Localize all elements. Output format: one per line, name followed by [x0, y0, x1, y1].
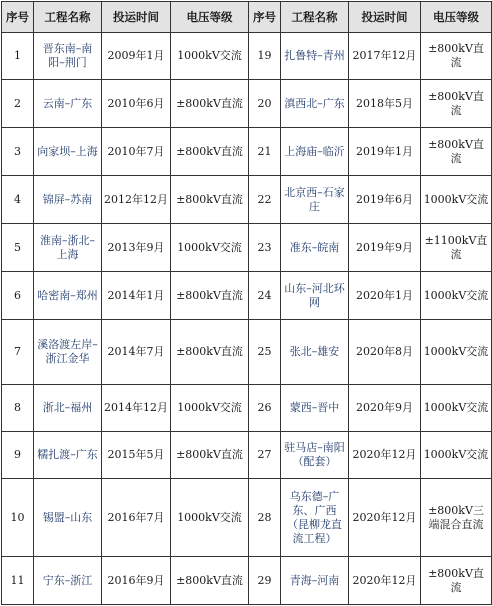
cell-voltage-level: ±800kV直流 [171, 80, 249, 128]
cell-project-name: 浙北–福州 [34, 385, 102, 432]
table-row [2, 272, 492, 320]
cell-commission-date: 2016年7月 [102, 479, 171, 557]
header-voltage-level: 电压等级 [171, 2, 249, 33]
cell-project-name: 哈密南–郑州 [34, 272, 102, 320]
cell-project-name: 扎鲁特–青州 [281, 33, 349, 80]
cell-index: 10 [2, 479, 34, 557]
cell-commission-date: 2015年5月 [102, 432, 171, 479]
cell-project-name: 准东–皖南 [281, 224, 349, 272]
cell-voltage-level: 1000kV交流 [171, 33, 249, 80]
cell-voltage-level: 1000kV交流 [421, 385, 492, 432]
cell-voltage-level: ±800kV直流 [421, 33, 492, 80]
cell-commission-date: 2020年12月 [349, 432, 421, 479]
header-index: 序号 [249, 2, 281, 33]
header-voltage-level: 电压等级 [421, 2, 492, 33]
table-row [2, 479, 492, 557]
cell-index: 21 [249, 128, 281, 176]
cell-commission-date: 2010年6月 [102, 80, 171, 128]
cell-index: 26 [249, 385, 281, 432]
cell-index: 11 [2, 557, 34, 605]
table-row [2, 432, 492, 479]
cell-project-name: 张北–雄安 [281, 320, 349, 385]
cell-commission-date: 2014年12月 [102, 385, 171, 432]
cell-index: 8 [2, 385, 34, 432]
cell-index: 23 [249, 224, 281, 272]
cell-voltage-level: 1000kV交流 [421, 272, 492, 320]
header-project-name: 工程名称 [281, 2, 349, 33]
cell-commission-date: 2014年7月 [102, 320, 171, 385]
cell-commission-date: 2020年9月 [349, 385, 421, 432]
cell-project-name: 驻马店–南阳（配套） [281, 432, 349, 479]
cell-project-name: 向家坝–上海 [34, 128, 102, 176]
cell-index: 27 [249, 432, 281, 479]
table-body [2, 33, 492, 605]
cell-project-name: 锦屏–苏南 [34, 176, 102, 224]
cell-voltage-level: 1000kV交流 [171, 479, 249, 557]
cell-index: 1 [2, 33, 34, 80]
cell-voltage-level: ±800kV直流 [171, 432, 249, 479]
cell-commission-date: 2020年1月 [349, 272, 421, 320]
cell-index: 5 [2, 224, 34, 272]
cell-project-name: 乌东德–广东、广西（昆柳龙直流工程） [281, 479, 349, 557]
cell-voltage-level: ±1100kV直流 [421, 224, 492, 272]
cell-commission-date: 2019年1月 [349, 128, 421, 176]
cell-commission-date: 2020年12月 [349, 479, 421, 557]
cell-project-name: 山东–河北环网 [281, 272, 349, 320]
header-project-name: 工程名称 [34, 2, 102, 33]
cell-project-name: 上海庙–临沂 [281, 128, 349, 176]
table-row [2, 176, 492, 224]
cell-voltage-level: ±800kV直流 [421, 128, 492, 176]
cell-voltage-level: ±800kV直流 [421, 557, 492, 605]
uhv-projects-table [1, 1, 492, 605]
cell-project-name: 溪洛渡左岸–浙江金华 [34, 320, 102, 385]
cell-commission-date: 2009年1月 [102, 33, 171, 80]
cell-index: 4 [2, 176, 34, 224]
cell-project-name: 蒙西–晋中 [281, 385, 349, 432]
cell-project-name: 晋东南–南阳–荆门 [34, 33, 102, 80]
cell-project-name: 糯扎渡–广东 [34, 432, 102, 479]
table-row [2, 385, 492, 432]
cell-voltage-level: 1000kV交流 [421, 432, 492, 479]
table-row [2, 80, 492, 128]
cell-commission-date: 2020年12月 [349, 557, 421, 605]
cell-commission-date: 2016年9月 [102, 557, 171, 605]
cell-project-name: 滇西北–广东 [281, 80, 349, 128]
table-row [2, 320, 492, 385]
table-row [2, 224, 492, 272]
header-row [2, 2, 492, 33]
header-index: 序号 [2, 2, 34, 33]
cell-voltage-level: ±800kV直流 [421, 80, 492, 128]
table-row [2, 33, 492, 80]
cell-project-name: 北京西–石家庄 [281, 176, 349, 224]
cell-voltage-level: ±800kV直流 [171, 176, 249, 224]
cell-index: 28 [249, 479, 281, 557]
cell-voltage-level: 1000kV交流 [421, 176, 492, 224]
cell-index: 3 [2, 128, 34, 176]
cell-voltage-level: ±800kV直流 [171, 128, 249, 176]
cell-commission-date: 2019年6月 [349, 176, 421, 224]
cell-index: 22 [249, 176, 281, 224]
cell-commission-date: 2020年8月 [349, 320, 421, 385]
cell-commission-date: 2018年5月 [349, 80, 421, 128]
cell-project-name: 云南–广东 [34, 80, 102, 128]
cell-voltage-level: ±800kV直流 [171, 557, 249, 605]
table-row [2, 557, 492, 605]
cell-project-name: 锡盟–山东 [34, 479, 102, 557]
cell-index: 6 [2, 272, 34, 320]
cell-commission-date: 2019年9月 [349, 224, 421, 272]
cell-commission-date: 2017年12月 [349, 33, 421, 80]
cell-voltage-level: 1000kV交流 [171, 385, 249, 432]
header-commission-date: 投运时间 [349, 2, 421, 33]
cell-voltage-level: ±800kV直流 [171, 272, 249, 320]
table-header [2, 2, 492, 33]
cell-project-name: 宁东–浙江 [34, 557, 102, 605]
cell-index: 20 [249, 80, 281, 128]
cell-index: 7 [2, 320, 34, 385]
cell-voltage-level: 1000kV交流 [421, 320, 492, 385]
cell-commission-date: 2014年1月 [102, 272, 171, 320]
cell-project-name: 青海–河南 [281, 557, 349, 605]
cell-index: 2 [2, 80, 34, 128]
cell-voltage-level: ±800kV三端混合直流 [421, 479, 492, 557]
cell-index: 24 [249, 272, 281, 320]
table-row [2, 128, 492, 176]
cell-index: 9 [2, 432, 34, 479]
cell-commission-date: 2010年7月 [102, 128, 171, 176]
cell-index: 19 [249, 33, 281, 80]
cell-commission-date: 2013年9月 [102, 224, 171, 272]
cell-index: 29 [249, 557, 281, 605]
cell-index: 25 [249, 320, 281, 385]
cell-voltage-level: 1000kV交流 [171, 224, 249, 272]
cell-commission-date: 2012年12月 [102, 176, 171, 224]
cell-voltage-level: ±800kV直流 [171, 320, 249, 385]
header-commission-date: 投运时间 [102, 2, 171, 33]
cell-project-name: 淮南–浙北–上海 [34, 224, 102, 272]
